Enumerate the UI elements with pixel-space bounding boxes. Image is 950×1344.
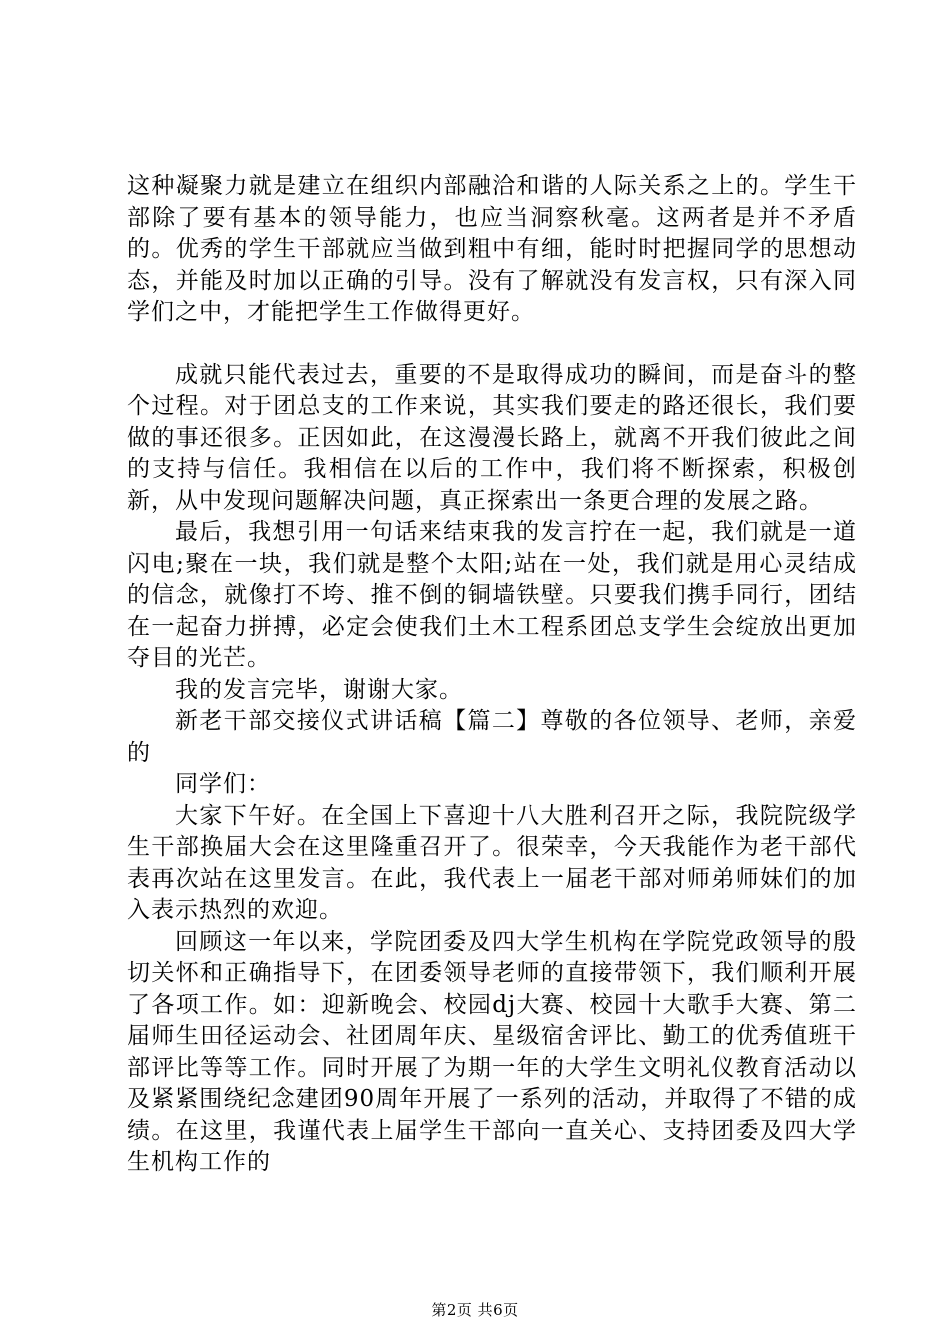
document-body: [127, 171, 857, 1179]
page-number-footer: 第2页 共6页: [431, 1301, 519, 1319]
paragraph: 我的发言完毕，谢谢大家。: [175, 676, 463, 703]
paragraph-spacer: [127, 329, 857, 360]
section-heading-line: 新老干部交接仪式讲话稿【篇二】尊敬的各位领导、老师，亲爱的: [127, 708, 857, 766]
paragraph: 回顾这一年以来，学院团委及四大学生机构在学院党政领导的殷切关怀和正确指导下，在团委领导老师的直接带领下，我们顺利开展了各项工作。如：迎新晚会、校园dj大赛、校园十大歌手大赛、第二届师生田径运动会、社团周年庆、星级宿舍评比、勤工的优秀值班干部评比等等工作。同时开展了为期一年的大学生文明礼仪教育活动以及紧紧围绕纪念建团90周年开展了一系列的活动，并取得了不错的成绩。在这里，我谨代表上届学生干部向一直关心、支持团委及四大学生机构工作的: [127, 928, 857, 1175]
paragraph: 最后，我想引用一句话来结束我的发言拧在一起，我们就是一道闪电;聚在一块，我们就是整个太阳;站在一处，我们就是用心灵结成的信念，就像打不垮、推不倒的铜墙铁壁。只要我们携手同行，团结在一起奋力拼搏，必定会使我们土木工程系团总支学生会绽放出更加夺目的光芒。: [127, 519, 857, 671]
salutation: 同学们：: [175, 771, 271, 797]
paragraph: 这种凝聚力就是建立在组织内部融洽和谐的人际关系之上的。学生干部除了要有基本的领导能力，也应当洞察秋毫。这两者是并不矛盾的。优秀的学生干部就应当做到粗中有细，能时时把握同学的思想动态，并能及时加以正确的引导。没有了解就没有发言权，只有深入同学们之中，才能把学生工作做得更好。: [127, 173, 857, 325]
paragraph: 大家下午好。在全国上下喜迎十八大胜利召开之际，我院院级学生干部换届大会在这里隆重召开了。很荣幸，今天我能作为老干部代表再次站在这里发言。在此，我代表上一届老干部对师弟师妹们的加入表示热烈的欢迎。: [127, 802, 857, 923]
paragraph: 成就只能代表过去，重要的不是取得成功的瞬间，而是奋斗的整个过程。对于团总支的工作来说，其实我们要走的路还很长，我们要做的事还很多。正因如此，在这漫漫长路上，就离不开我们彼此之间的支持与信任。我相信在以后的工作中，我们将不断探索，积极创新，从中发现问题解决问题，真正探索出一条更合理的发展之路。: [127, 361, 857, 514]
